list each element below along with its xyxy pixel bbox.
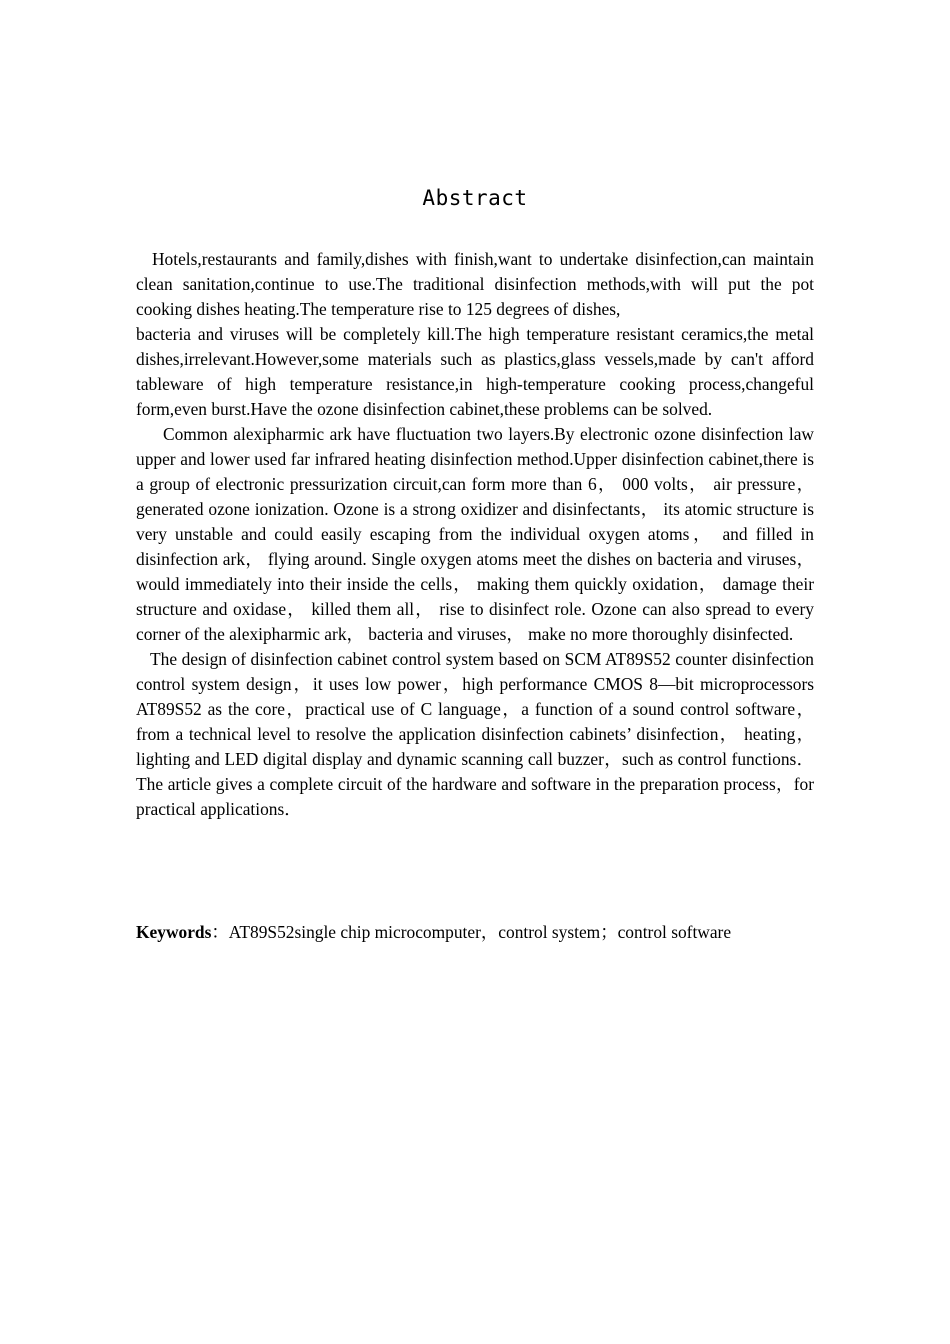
- keywords-text: AT89S52single chip microcomputer，control system；control software: [228, 922, 732, 942]
- abstract-paragraph-1-continued: bacteria and viruses will be completely kill.The high temperature resistant ceramics,the metal dishes,irrelevant.However,some materials such as plastics,glass vessels,made by can't afford tableware of high temperature resistance,in high-temperature cooking process,changeful form,even burst.Have the ozone disinfection cabinet,these problems can be solved.: [136, 324, 814, 419]
- keywords-separator: ：: [211, 922, 229, 942]
- abstract-body: [136, 247, 814, 822]
- abstract-paragraph-2: Common alexipharmic ark have fluctuation two layers.By electronic ozone disinfection law upper and lower used far infrared heating disinfection method.Upper disinfection cabinet,there is a group of electronic pressurization circuit,can form more than 6， 000 volts， air pressure， generated ozone ionization. Ozone is a strong oxidizer and disinfectants， its atomic structure is very unstable and could easily escaping from the individual oxygen atoms， and filled in disinfection ark， flying around. Single oxygen atoms meet the dishes on bacteria and viruses， would immediately into their inside the cells， making them quickly oxidation， damage their structure and oxidase， killed them all， rise to disinfect role. Ozone can also spread to every corner of the alexipharmic ark， bacteria and viruses， make no more thoroughly disinfected.: [136, 424, 814, 644]
- keywords-label: Keywords: [136, 922, 212, 942]
- abstract-paragraph-1: Hotels,restaurants and family,dishes with finish,want to undertake disinfection,can maintain clean sanitation,continue to use.The traditional disinfection methods,with will put the pot cooking dishes heating.The temperature rise to 125 degrees of dishes,: [136, 249, 814, 319]
- abstract-paragraph-3: The design of disinfection cabinet control system based on SCM AT89S52 counter disinfection control system design，it uses low power，high performance CMOS 8—bit microprocessors AT89S52 as the core，practical use of C language，a function of a sound control software，from a technical level to resolve the application disinfection cabinets’ disinfection， heating， lighting and LED digital display and dynamic scanning call buzzer，such as control functions．The article gives a complete circuit of the hardware and software in the preparation process，for practical applications．: [136, 649, 814, 819]
- keywords-line: [136, 920, 826, 945]
- abstract-title: Abstract: [422, 186, 528, 210]
